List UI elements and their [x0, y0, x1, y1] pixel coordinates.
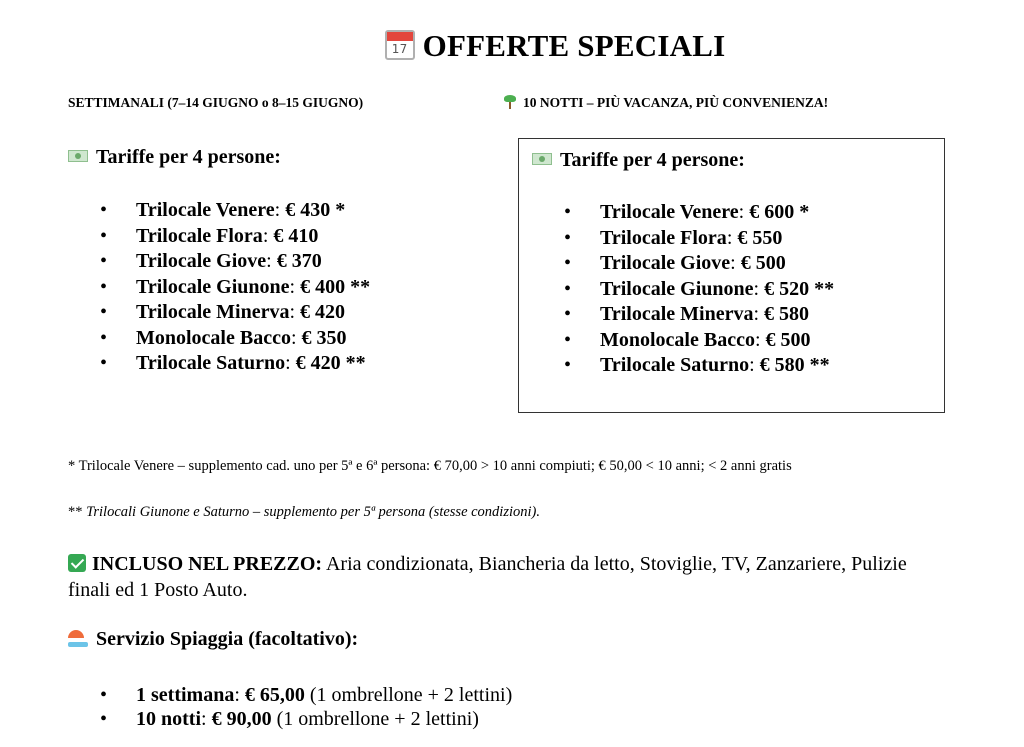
- money-icon: [532, 153, 552, 165]
- rate-price: € 520 **: [764, 277, 835, 300]
- calendar-icon: 17: [385, 30, 415, 60]
- rate-name: Trilocale Giunone: [136, 275, 290, 298]
- rate-name: Trilocale Giunone: [600, 277, 754, 300]
- page-title-text: OFFERTE SPECIALI: [422, 28, 726, 63]
- rate-price: € 430 *: [285, 199, 346, 221]
- list-item: • Trilocale Saturno: € 580 **: [564, 353, 834, 379]
- rate-price: € 420 **: [295, 352, 366, 374]
- page-title: [0, 28, 1024, 64]
- rate-price: € 500: [765, 328, 811, 351]
- list-item: • Trilocale Giove: € 370: [100, 249, 370, 275]
- included-in-price: [68, 551, 948, 603]
- list-item: • Trilocale Giunone: € 520 **: [564, 277, 834, 303]
- weekly-tariff-header: [68, 146, 281, 169]
- beach-option-price: € 65,00: [244, 684, 305, 706]
- ten-nights-tariff-header: [532, 149, 745, 172]
- beach-service-header: [68, 628, 358, 651]
- list-item: • Trilocale Venere: € 600 *: [564, 200, 834, 226]
- included-label: INCLUSO NEL PREZZO:: [92, 553, 323, 575]
- beach-option-label: 10 notti: [136, 708, 201, 730]
- beach-option-price: € 90,00: [211, 708, 272, 730]
- weekly-subheader: SETTIMANALI (7–14 GIUGNO o 8–15 GIUGNO): [68, 95, 364, 110]
- rate-price: € 550: [737, 226, 783, 249]
- list-item: • Trilocale Flora: € 550: [564, 226, 834, 252]
- rate-price: € 400 **: [300, 275, 371, 298]
- beach-option-label: 1 settimana: [136, 684, 235, 706]
- ten-nights-subheader-text: 10 NOTTI – PIÙ VACANZA, PIÙ CONVENIENZA!: [523, 95, 829, 110]
- rate-price: € 580: [764, 303, 810, 325]
- rate-name: Monolocale Bacco: [600, 328, 755, 351]
- rate-price: € 420: [300, 301, 346, 323]
- list-item: • Monolocale Bacco: € 350: [100, 326, 370, 352]
- rate-name: Monolocale Bacco: [136, 326, 291, 349]
- beach-option-detail: (1 ombrellone + 2 lettini): [271, 708, 479, 730]
- rate-price: € 580 **: [759, 354, 830, 376]
- ten-nights-tariff-header-text: Tariffe per 4 persone:: [560, 149, 745, 171]
- rate-name: Trilocale Minerva: [136, 301, 290, 323]
- list-item: • Trilocale Minerva: € 420: [100, 300, 370, 326]
- footnote-text: Trilocali Giunone e Saturno – supplemento per 5ª persona (stesse condizioni).: [86, 504, 540, 520]
- list-item: • Monolocale Bacco: € 500: [564, 328, 834, 354]
- weekly-rates-list: [100, 198, 370, 377]
- ten-nights-subheader: [503, 95, 828, 111]
- beach-umbrella-icon: [68, 629, 88, 647]
- rate-name: Trilocale Saturno: [600, 354, 750, 376]
- footnote-marker: **: [68, 504, 87, 520]
- rate-name: Trilocale Venere: [136, 199, 275, 221]
- rate-name: Trilocale Giove: [136, 250, 267, 272]
- weekly-tariff-header-text: Tariffe per 4 persone:: [96, 146, 281, 168]
- rate-name: Trilocale Saturno: [136, 352, 286, 374]
- rate-name: Trilocale Venere: [600, 201, 739, 223]
- ten-nights-rates-list: [564, 200, 834, 379]
- beach-option-detail: (1 ombrellone + 2 lettini): [304, 684, 513, 706]
- list-item: • Trilocale Flora: € 410: [100, 224, 370, 250]
- rate-price: € 370: [276, 250, 322, 272]
- list-item: • 1 settimana: € 65,00 (1 ombrellone + 2 lettini): [100, 683, 512, 707]
- rate-name: Trilocale Flora: [600, 226, 727, 249]
- list-item: • Trilocale Venere: € 430 *: [100, 198, 370, 224]
- rate-name: Trilocale Giove: [600, 252, 731, 274]
- list-item: • Trilocale Minerva: € 580: [564, 302, 834, 328]
- list-item: • 10 notti: € 90,00 (1 ombrellone + 2 lettini): [100, 707, 512, 731]
- rate-price: € 500: [740, 252, 786, 274]
- rate-price: € 350: [301, 326, 347, 349]
- footnote-giunone-saturno: [68, 504, 540, 521]
- rate-name: Trilocale Flora: [136, 224, 263, 247]
- included-text: Aria condizionata, Biancheria da letto, Stoviglie, TV, Zanzariere, Pulizie finali ed 1 Posto Auto.: [68, 553, 907, 601]
- beach-service-list: [100, 683, 512, 731]
- money-icon: [68, 150, 88, 162]
- rate-name: Trilocale Minerva: [600, 303, 754, 325]
- rate-price: € 600 *: [749, 201, 810, 223]
- list-item: • Trilocale Giove: € 500: [564, 251, 834, 277]
- list-item: • Trilocale Giunone: € 400 **: [100, 275, 370, 301]
- list-item: • Trilocale Saturno: € 420 **: [100, 351, 370, 377]
- rate-price: € 410: [273, 224, 319, 247]
- check-mark-icon: [68, 554, 86, 572]
- footnote-venere: * Trilocale Venere – supplemento cad. uno per 5ª e 6ª persona: € 70,00 > 10 anni compiuti; € 50,00 < 10 anni; < 2 anni gratis: [68, 458, 792, 474]
- beach-service-header-text: Servizio Spiaggia (facoltativo):: [96, 628, 359, 650]
- palm-tree-icon: [503, 95, 517, 109]
